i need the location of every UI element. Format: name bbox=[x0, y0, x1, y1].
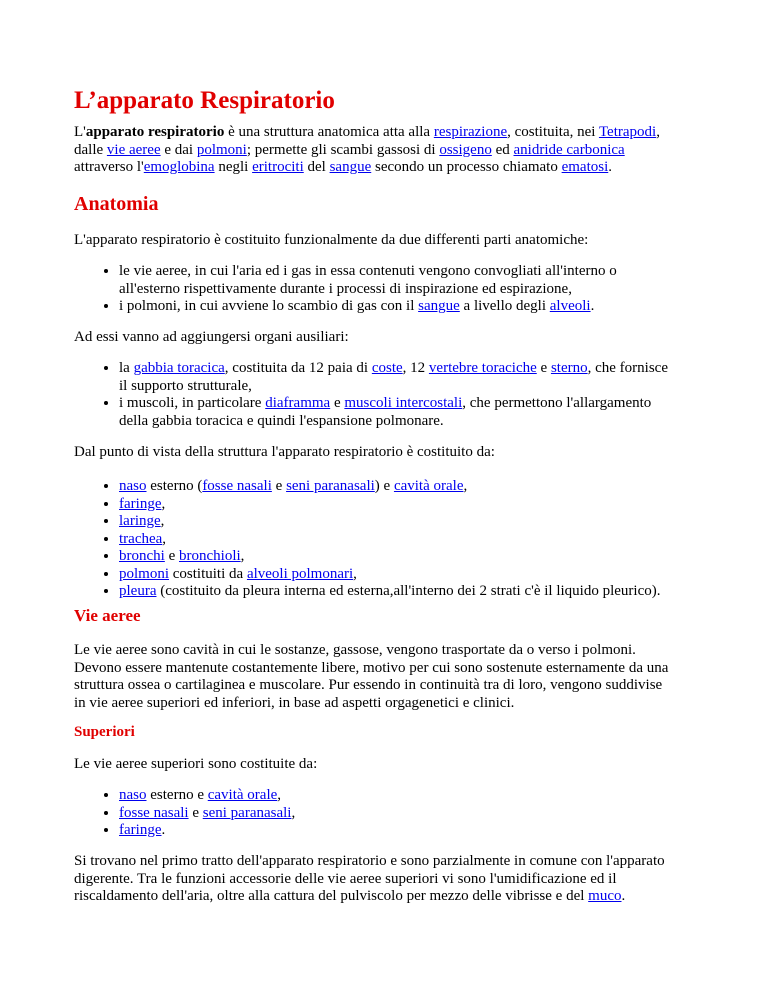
link-faringe[interactable]: faringe bbox=[119, 495, 162, 512]
link-ematosi[interactable]: ematosi bbox=[561, 159, 609, 175]
link-fosse-nasali[interactable]: fosse nasali bbox=[119, 804, 189, 821]
list-item: • naso esterno (fosse nasali e seni paranasali) e cavità orale, bbox=[119, 478, 759, 496]
link-seni-paranasali[interactable]: seni paranasali bbox=[286, 478, 375, 494]
heading-vie-aeree: Vie aeree bbox=[74, 606, 141, 625]
list-item: • i muscoli, in particolare diaframma e muscoli intercostali, che permettono l'allargamento della gabbia toracica e quindi l'espansione polmonare. bbox=[119, 395, 759, 430]
anatomia-paragraph-2: Ad essi vanno ad aggiungersi organi ausiliari: bbox=[74, 329, 349, 345]
superiori-paragraph-2: Si trovano nel primo tratto dell'apparato respiratorio e sono parzialmente in comune con l'apparato digerente. Tra le funzioni accessorie delle vie aeree superiori vi sono l'umidificazione ed il riscaldamento dell'aria, oltre alla cattura del pulviscolo per mezzo delle vibrisse e del muco. bbox=[74, 853, 665, 904]
intro-paragraph bbox=[74, 124, 714, 177]
heading-superiori: Superiori bbox=[74, 724, 135, 740]
link-cavita-orale[interactable]: cavità orale bbox=[207, 787, 278, 803]
link-sterno[interactable]: sterno bbox=[550, 360, 588, 376]
anatomia-paragraph-1: L'apparato respiratorio è costituito funzionalmente da due differenti parti anatomiche: bbox=[74, 232, 589, 248]
link-pleura[interactable]: pleura bbox=[119, 583, 157, 599]
anatomia-list-2 bbox=[74, 360, 759, 430]
link-alveoli[interactable]: alveoli bbox=[549, 298, 591, 314]
link-naso[interactable]: naso bbox=[119, 478, 147, 494]
link-sangue[interactable]: sangue bbox=[329, 159, 372, 175]
vie-aeree-paragraph: Le vie aeree sono cavità in cui le sostanze, gassose, vengono trasportate da o verso i polmoni. Devono essere mantenute costantemente libere, motivo per cui sono sostenute esternamente da una struttura ossea o cartilaginea e muscolare. Pur essendo in continuità tra di loro, vengono suddivise in vie aeree superiori ed inferiori, in base ad aspetti orgagenetici e clinici. bbox=[74, 642, 669, 711]
list-item: • laringe, bbox=[119, 513, 759, 531]
list-item: • la gabbia toracica, costituita da 12 paia di coste, 12 vertebre toraciche e sterno, che fornisce il supporto strutturale, bbox=[119, 360, 759, 395]
link-vie-aeree[interactable]: vie aeree bbox=[106, 141, 161, 158]
link-anidride-carbonica[interactable]: anidride carbonica bbox=[513, 141, 625, 158]
link-faringe[interactable]: faringe bbox=[119, 822, 162, 838]
link-fosse-nasali[interactable]: fosse nasali bbox=[202, 478, 272, 494]
page-title: L’apparato Respiratorio bbox=[74, 87, 335, 114]
link-polmoni[interactable]: polmoni bbox=[196, 141, 247, 158]
link-sangue[interactable]: sangue bbox=[418, 298, 460, 314]
list-item: • faringe, bbox=[119, 496, 759, 514]
link-naso[interactable]: naso bbox=[119, 787, 147, 803]
link-muscoli-intercostali[interactable]: muscoli intercostali bbox=[344, 395, 463, 411]
intro-line-1: L'apparato respiratorio è una struttura anatomica atta alla respirazione, costituita, nei Tetrapodi, bbox=[74, 124, 660, 140]
link-bronchi[interactable]: bronchi bbox=[119, 548, 165, 564]
link-alveoli-polmonari[interactable]: alveoli polmonari bbox=[246, 565, 354, 582]
list-item: • trachea, bbox=[119, 531, 759, 549]
link-polmoni[interactable]: polmoni bbox=[119, 565, 170, 582]
intro-line-3: attraverso l'emoglobina negli eritrociti del sangue secondo un processo chiamato ematosi. bbox=[74, 159, 613, 175]
link-coste[interactable]: coste bbox=[371, 360, 403, 376]
list-item: • polmoni costituiti da alveoli polmonari, bbox=[119, 566, 759, 584]
list-item: • le vie aeree, in cui l'aria ed i gas in essa contenuti vengono convogliati all'interno o all'esterno rispettivamente durante i processi di inspirazione ed espirazione, bbox=[119, 263, 759, 298]
anatomia-list-3 bbox=[74, 478, 759, 601]
link-emoglobina[interactable]: emoglobina bbox=[143, 159, 215, 175]
link-eritrociti[interactable]: eritrociti bbox=[252, 159, 304, 175]
list-item: • i polmoni, in cui avviene lo scambio di gas con il sangue a livello degli alveoli. bbox=[119, 298, 759, 316]
link-vertebre-toraciche[interactable]: vertebre toraciche bbox=[428, 360, 537, 376]
list-item: • fosse nasali e seni paranasali, bbox=[119, 805, 759, 823]
link-muco[interactable]: muco bbox=[588, 888, 622, 904]
list-item: • naso esterno e cavità orale, bbox=[119, 787, 759, 805]
link-cavita-orale[interactable]: cavità orale bbox=[393, 478, 464, 494]
superiori-list bbox=[74, 787, 759, 840]
intro-line-2: dalle vie aeree e dai polmoni; permette gli scambi gassosi di ossigeno ed anidride carbonica bbox=[74, 141, 625, 158]
list-item: • bronchi e bronchioli, bbox=[119, 548, 759, 566]
anatomia-paragraph-3: Dal punto di vista della struttura l'apparato respiratorio è costituito da: bbox=[74, 444, 495, 460]
heading-anatomia: Anatomia bbox=[74, 193, 159, 215]
list-item: • faringe. bbox=[119, 822, 759, 840]
anatomia-list-1 bbox=[74, 263, 759, 316]
list-item: • pleura (costituito da pleura interna ed esterna,all'interno dei 2 strati c'è il liquido pleurico). bbox=[119, 583, 759, 601]
link-trachea[interactable]: trachea bbox=[119, 530, 163, 547]
link-respirazione[interactable]: respirazione bbox=[433, 124, 508, 140]
link-tetrapodi[interactable]: Tetrapodi bbox=[598, 124, 657, 140]
link-ossigeno[interactable]: ossigeno bbox=[439, 141, 492, 158]
link-seni-paranasali[interactable]: seni paranasali bbox=[202, 804, 292, 821]
link-gabbia-toracica[interactable]: gabbia toracica bbox=[133, 360, 225, 376]
link-laringe[interactable]: laringe bbox=[119, 513, 161, 529]
superiori-paragraph-1: Le vie aeree superiori sono costituite da: bbox=[74, 756, 318, 772]
link-bronchioli[interactable]: bronchioli bbox=[179, 548, 241, 564]
link-diaframma[interactable]: diaframma bbox=[265, 395, 331, 411]
intro-bold-term: apparato respiratorio bbox=[85, 124, 225, 140]
